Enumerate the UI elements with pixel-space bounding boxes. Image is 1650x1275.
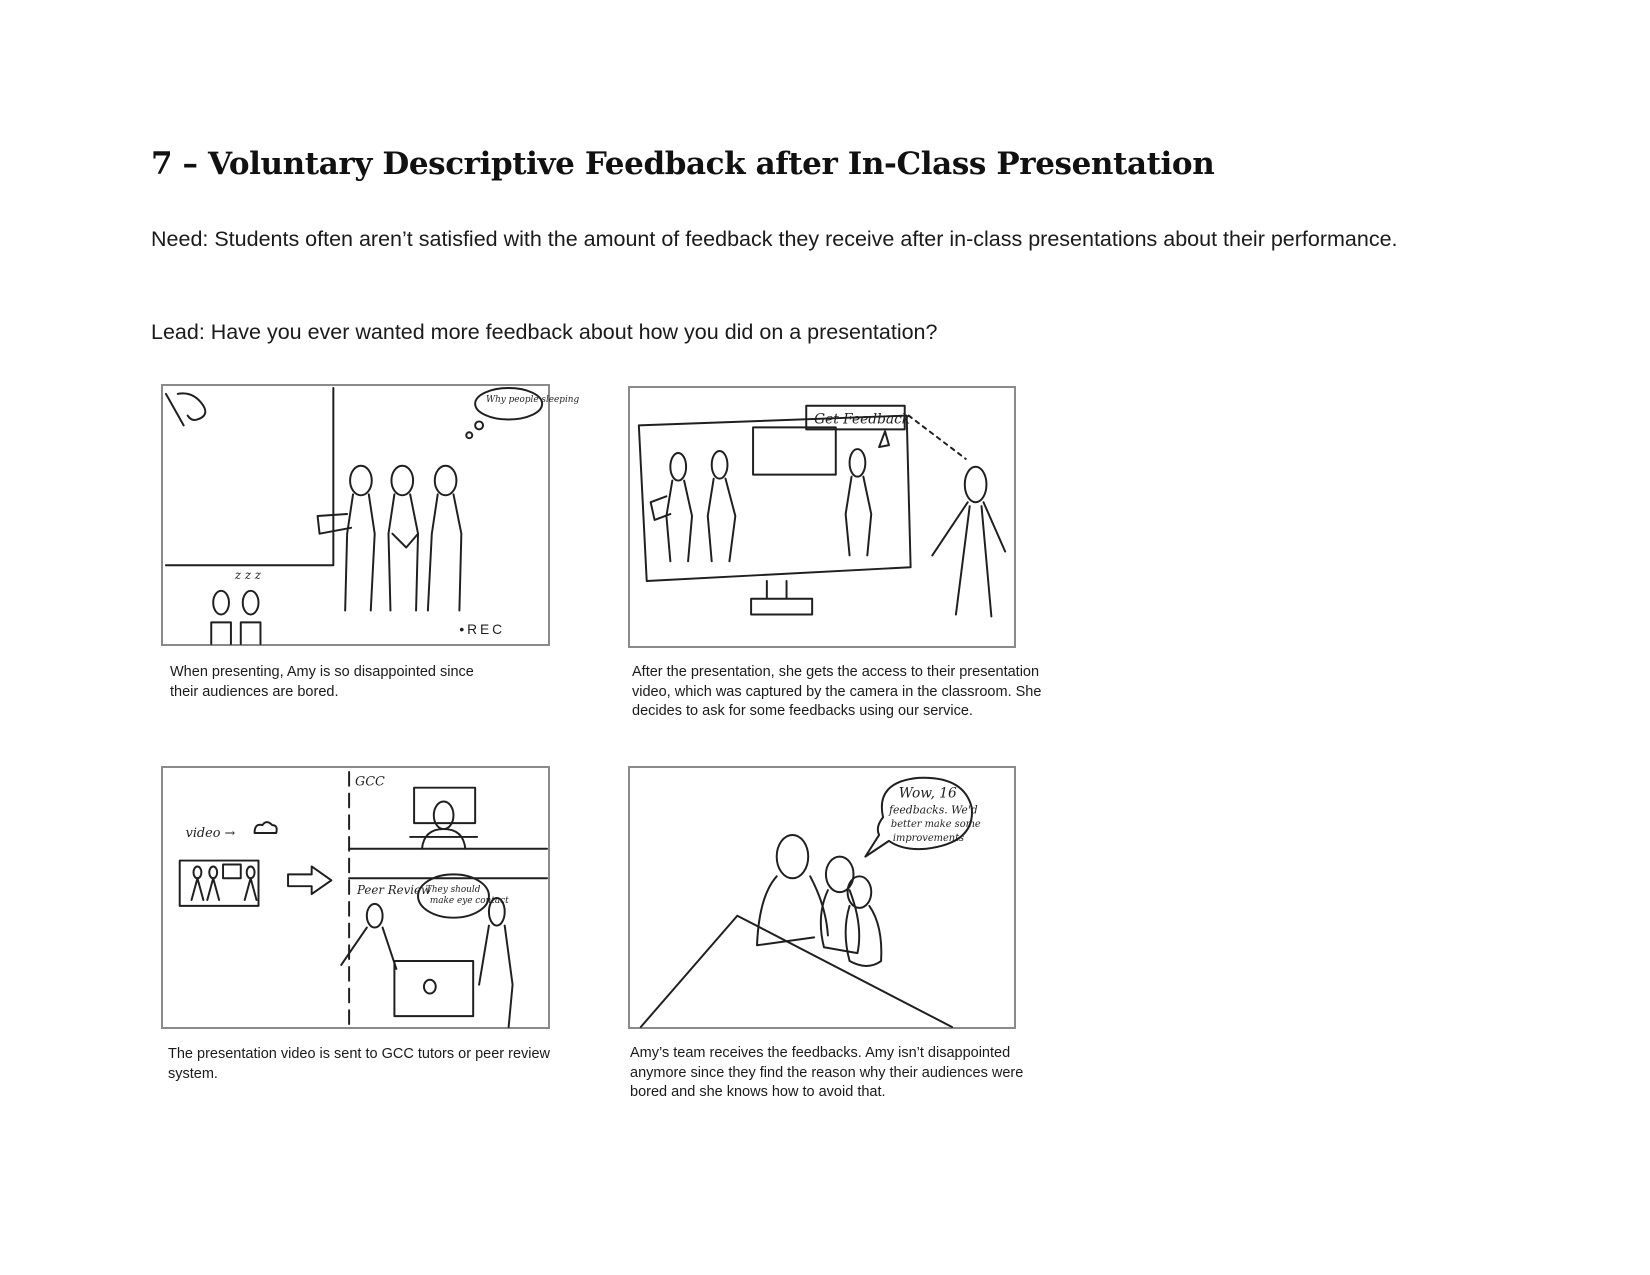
speech-bubble-line-1: Wow, 16 bbox=[898, 785, 957, 802]
get-feedback-sketch-label: Get Feedback bbox=[814, 411, 911, 428]
storyboard-panel-2 bbox=[628, 386, 1016, 648]
svg-text:better make some: better make some bbox=[890, 819, 981, 831]
panel-2-caption: After the presentation, she gets the access to their presentation video, which was captured by the camera in the classroom. She decides to ask for some feedbacks using our service. bbox=[632, 664, 1042, 719]
gcc-label: GCC bbox=[355, 774, 385, 790]
page-title: 7 – Voluntary Descriptive Feedback after In-Class Presentation bbox=[151, 146, 1215, 182]
svg-text:make eye contact: make eye contact bbox=[429, 895, 509, 906]
svg-text:feedbacks. We'd: feedbacks. We'd bbox=[888, 803, 978, 817]
sketch-team-receives-feedback bbox=[630, 768, 1014, 1027]
video-arrow-text: video → bbox=[185, 825, 236, 841]
sketch-get-feedback-screen bbox=[630, 388, 1014, 646]
speech-bubble-text: They should bbox=[425, 885, 481, 896]
sketch-video-to-gcc-and-peer-review bbox=[163, 768, 548, 1027]
recording-label: •REC bbox=[459, 622, 506, 638]
thought-bubble-text: Why people sleeping bbox=[485, 394, 580, 405]
storyboard-panel-3 bbox=[161, 766, 550, 1029]
storyboard-panel-4 bbox=[628, 766, 1016, 1029]
storyboard-panel-1 bbox=[161, 384, 580, 646]
panel-3-caption: The presentation video is sent to GCC tutors or peer review system. bbox=[168, 1046, 551, 1082]
panel-1-caption: When presenting, Amy is so disappointed since their audiences are bored. bbox=[170, 664, 474, 700]
peer-review-label: Peer Review bbox=[356, 883, 432, 898]
snore-text: z z z bbox=[234, 568, 262, 583]
svg-text:improvements: improvements bbox=[892, 832, 965, 844]
lead-question: Lead: Have you ever wanted more feedback about how you did on a presentation? bbox=[151, 320, 938, 344]
sketch-presenting-bored-audience bbox=[163, 386, 580, 644]
panel-4-caption: Amy’s team receives the feedbacks. Amy isn’t disappointed anymore since they find the reason why their audiences were bored and she knows how to avoid that. bbox=[630, 1045, 1024, 1100]
need-statement: Need: Students often aren’t satisfied with the amount of feedback they receive after in-class presentations about their performance. bbox=[151, 227, 1398, 251]
